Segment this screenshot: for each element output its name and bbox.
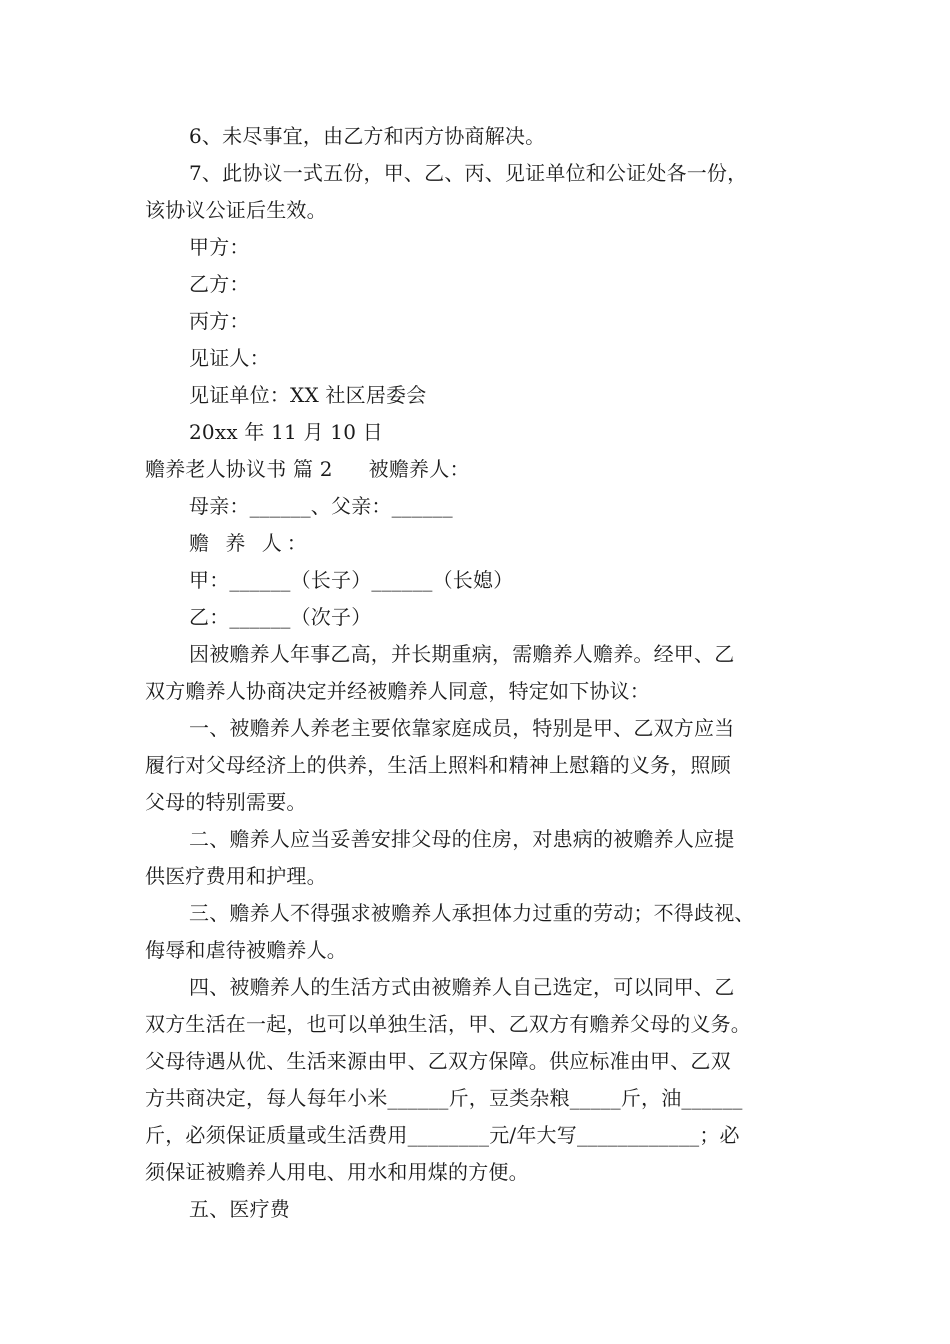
section-title: 赡养老人协议书 篇 2 <box>145 457 333 481</box>
supported-persons-label: 被赡养人： <box>368 457 470 481</box>
document-page <box>145 118 810 1228</box>
section-heading <box>145 451 810 488</box>
agreement-date: 20xx 年 11 月 10 日 <box>189 420 383 444</box>
article-4-line-5: 斤，必须保证质量或生活费用________元/年大写____________；必 <box>145 1123 740 1147</box>
article-1-line-1: 一、被赡养人养老主要依靠家庭成员，特别是甲、乙双方应当 <box>189 716 735 740</box>
article-2-line-1: 二、赡养人应当妥善安排父母的住房，对患病的被赡养人应提 <box>189 827 735 851</box>
signature-party-c: 丙方： <box>189 309 250 333</box>
article-4-line-2: 双方生活在一起，也可以单独生活，甲、乙双方有赡养父母的义务。 <box>145 1012 751 1036</box>
article-4-line-4: 方共商决定，每人每年小米______斤，豆类杂粮_____斤，油______ <box>145 1086 743 1110</box>
article-1-line-2: 履行对父母经济上的供养，生活上照料和精神上慰籍的义务，照顾 <box>145 753 731 777</box>
article-5-heading: 五、医疗费 <box>189 1197 290 1221</box>
clause-7-cont: 该协议公证后生效。 <box>145 198 327 222</box>
signature-party-b: 乙方： <box>189 272 250 296</box>
signature-party-a: 甲方： <box>189 235 250 259</box>
supporter-a-line: 甲：______（长子）______（长媳） <box>189 568 514 592</box>
article-4-line-6: 须保证被赡养人用电、用水和用煤的方便。 <box>145 1160 529 1184</box>
signature-witness: 见证人： <box>189 346 270 370</box>
article-4-line-3: 父母待遇从优、生活来源由甲、乙双方保障。供应标准由甲、乙双 <box>145 1049 731 1073</box>
article-3-line-2: 侮辱和虐待被赡养人。 <box>145 938 347 962</box>
clause-6: 6、未尽事宜，由乙方和丙方协商解决。 <box>189 124 546 148</box>
article-1-line-3: 父母的特别需要。 <box>145 790 307 814</box>
witness-unit: 见证单位：XX 社区居委会 <box>189 383 427 407</box>
parents-line: 母亲：______、父亲：______ <box>189 494 453 518</box>
article-3-line-1: 三、赡养人不得强求被赡养人承担体力过重的劳动；不得歧视、 <box>189 901 755 925</box>
supporter-b-line: 乙：______（次子） <box>189 605 372 629</box>
clause-7: 7、此协议一式五份，甲、乙、丙、见证单位和公证处各一份， <box>189 161 748 185</box>
preamble-line-1: 因被赡养人年事乙高，并长期重病，需赡养人赡养。经甲、乙 <box>189 642 735 666</box>
preamble-line-2: 双方赡养人协商决定并经被赡养人同意，特定如下协议： <box>145 679 650 703</box>
article-2-line-2: 供医疗费用和护理。 <box>145 864 327 888</box>
supporters-label: 赡 养 人： <box>189 531 312 555</box>
article-4-line-1: 四、被赡养人的生活方式由被赡养人自己选定，可以同甲、乙 <box>189 975 735 999</box>
